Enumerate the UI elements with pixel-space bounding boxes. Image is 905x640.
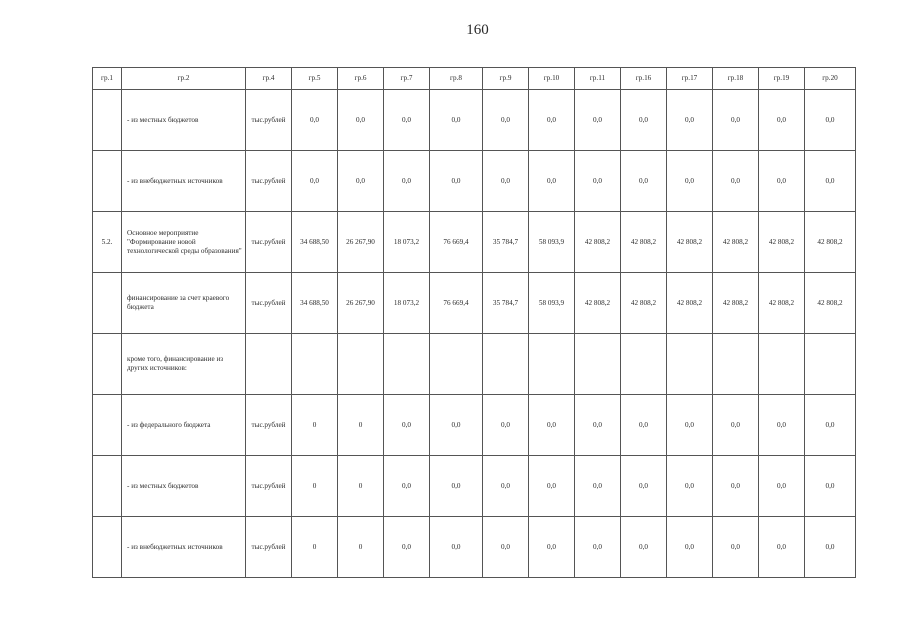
column-header: гр.19	[759, 68, 805, 90]
value-cell: 0,0	[430, 517, 483, 578]
row-name-cell: - из внебюджетных источников	[122, 151, 246, 212]
value-cell: 0,0	[430, 456, 483, 517]
value-cell: 0,0	[430, 151, 483, 212]
value-cell: 0,0	[621, 456, 667, 517]
row-name-cell: - из внебюджетных источников	[122, 517, 246, 578]
column-header: гр.2	[122, 68, 246, 90]
row-name-cell: кроме того, финансирование из других источников:	[122, 334, 246, 395]
row-number-cell	[93, 273, 122, 334]
value-cell: 0,0	[384, 456, 430, 517]
value-cell: 0,0	[759, 395, 805, 456]
value-cell: 0,0	[805, 151, 856, 212]
value-cell: 0,0	[621, 90, 667, 151]
row-number-cell: 5.2.	[93, 212, 122, 273]
unit-cell: тыс.рублей	[246, 517, 292, 578]
value-cell	[575, 334, 621, 395]
value-cell: 42 808,2	[713, 212, 759, 273]
value-cell: 42 808,2	[621, 273, 667, 334]
value-cell: 0,0	[759, 456, 805, 517]
value-cell: 0,0	[759, 90, 805, 151]
value-cell: 0,0	[667, 517, 713, 578]
value-cell: 42 808,2	[667, 212, 713, 273]
value-cell: 0,0	[621, 395, 667, 456]
value-cell: 0,0	[529, 517, 575, 578]
value-cell	[621, 334, 667, 395]
unit-cell: тыс.рублей	[246, 456, 292, 517]
table-row	[93, 90, 856, 151]
value-cell: 0,0	[667, 90, 713, 151]
row-number-cell	[93, 151, 122, 212]
column-header: гр.4	[246, 68, 292, 90]
value-cell: 0,0	[483, 151, 529, 212]
value-cell: 0,0	[713, 151, 759, 212]
value-cell: 0,0	[483, 517, 529, 578]
value-cell: 0,0	[384, 90, 430, 151]
value-cell: 58 093,9	[529, 273, 575, 334]
value-cell: 0,0	[292, 90, 338, 151]
value-cell: 0,0	[575, 456, 621, 517]
value-cell: 26 267,90	[338, 212, 384, 273]
row-name-cell: - из местных бюджетов	[122, 90, 246, 151]
row-name-cell: - из федерального бюджета	[122, 395, 246, 456]
row-name-cell: Основное мероприятие "Формирование новой технологической среды образования"	[122, 212, 246, 273]
value-cell: 76 669,4	[430, 273, 483, 334]
row-number-cell	[93, 395, 122, 456]
unit-cell: тыс.рублей	[246, 395, 292, 456]
value-cell: 0,0	[805, 395, 856, 456]
value-cell: 0,0	[759, 517, 805, 578]
column-header: гр.18	[713, 68, 759, 90]
value-cell: 0,0	[575, 517, 621, 578]
value-cell: 0,0	[483, 90, 529, 151]
value-cell	[292, 334, 338, 395]
row-number-cell	[93, 456, 122, 517]
value-cell: 26 267,90	[338, 273, 384, 334]
value-cell: 0,0	[713, 456, 759, 517]
column-header: гр.1	[93, 68, 122, 90]
column-header: гр.7	[384, 68, 430, 90]
value-cell: 0,0	[575, 151, 621, 212]
column-header: гр.5	[292, 68, 338, 90]
value-cell: 42 808,2	[805, 273, 856, 334]
value-cell: 0,0	[575, 90, 621, 151]
column-header: гр.10	[529, 68, 575, 90]
value-cell: 0,0	[384, 151, 430, 212]
value-cell: 0,0	[667, 395, 713, 456]
unit-cell: тыс.рублей	[246, 90, 292, 151]
value-cell: 0	[292, 517, 338, 578]
column-header: гр.6	[338, 68, 384, 90]
value-cell	[483, 334, 529, 395]
unit-cell: тыс.рублей	[246, 151, 292, 212]
value-cell: 0,0	[575, 395, 621, 456]
value-cell: 18 073,2	[384, 273, 430, 334]
value-cell: 0,0	[805, 517, 856, 578]
row-number-cell	[93, 517, 122, 578]
column-header: гр.16	[621, 68, 667, 90]
value-cell: 42 808,2	[575, 273, 621, 334]
column-header: гр.9	[483, 68, 529, 90]
row-number-cell	[93, 334, 122, 395]
value-cell	[384, 334, 430, 395]
value-cell: 0,0	[338, 151, 384, 212]
column-header: гр.17	[667, 68, 713, 90]
value-cell: 34 688,50	[292, 212, 338, 273]
table-row	[93, 212, 856, 273]
value-cell: 0,0	[805, 90, 856, 151]
value-cell: 0,0	[713, 517, 759, 578]
table-row	[93, 517, 856, 578]
value-cell: 58 093,9	[529, 212, 575, 273]
value-cell: 0,0	[430, 90, 483, 151]
unit-cell	[246, 334, 292, 395]
value-cell: 0,0	[529, 456, 575, 517]
value-cell: 0	[292, 456, 338, 517]
value-cell: 42 808,2	[805, 212, 856, 273]
value-cell: 0,0	[713, 90, 759, 151]
value-cell: 35 784,7	[483, 273, 529, 334]
value-cell: 42 808,2	[621, 212, 667, 273]
value-cell: 42 808,2	[575, 212, 621, 273]
value-cell: 42 808,2	[667, 273, 713, 334]
value-cell	[338, 334, 384, 395]
value-cell: 35 784,7	[483, 212, 529, 273]
value-cell: 42 808,2	[759, 212, 805, 273]
value-cell	[430, 334, 483, 395]
value-cell: 76 669,4	[430, 212, 483, 273]
table-row	[93, 334, 856, 395]
row-name-cell: - из местных бюджетов	[122, 456, 246, 517]
value-cell: 0,0	[483, 395, 529, 456]
page-number: 160	[466, 22, 489, 38]
unit-cell: тыс.рублей	[246, 273, 292, 334]
value-cell: 0,0	[292, 151, 338, 212]
value-cell	[759, 334, 805, 395]
value-cell: 34 688,50	[292, 273, 338, 334]
value-cell: 0,0	[759, 151, 805, 212]
value-cell: 0	[338, 517, 384, 578]
value-cell: 42 808,2	[759, 273, 805, 334]
value-cell: 18 073,2	[384, 212, 430, 273]
value-cell: 0,0	[384, 395, 430, 456]
table-row	[93, 456, 856, 517]
value-cell	[805, 334, 856, 395]
value-cell	[713, 334, 759, 395]
value-cell: 0,0	[430, 395, 483, 456]
table-row	[93, 273, 856, 334]
value-cell: 0,0	[805, 456, 856, 517]
value-cell: 0,0	[529, 90, 575, 151]
value-cell: 42 808,2	[713, 273, 759, 334]
value-cell: 0	[292, 395, 338, 456]
budget-table	[92, 67, 856, 578]
value-cell: 0,0	[713, 395, 759, 456]
value-cell: 0,0	[483, 456, 529, 517]
column-header: гр.20	[805, 68, 856, 90]
row-number-cell	[93, 90, 122, 151]
table-row	[93, 151, 856, 212]
value-cell: 0,0	[529, 395, 575, 456]
table-row	[93, 395, 856, 456]
value-cell: 0,0	[621, 517, 667, 578]
unit-cell: тыс.рублей	[246, 212, 292, 273]
column-header: гр.11	[575, 68, 621, 90]
value-cell: 0,0	[667, 456, 713, 517]
table-header-row	[93, 68, 856, 90]
value-cell: 0,0	[667, 151, 713, 212]
value-cell: 0,0	[338, 90, 384, 151]
value-cell: 0	[338, 456, 384, 517]
value-cell: 0,0	[529, 151, 575, 212]
value-cell: 0,0	[384, 517, 430, 578]
value-cell: 0,0	[621, 151, 667, 212]
value-cell: 0	[338, 395, 384, 456]
value-cell	[529, 334, 575, 395]
value-cell	[667, 334, 713, 395]
column-header: гр.8	[430, 68, 483, 90]
row-name-cell: финансирование за счет краевого бюджета	[122, 273, 246, 334]
